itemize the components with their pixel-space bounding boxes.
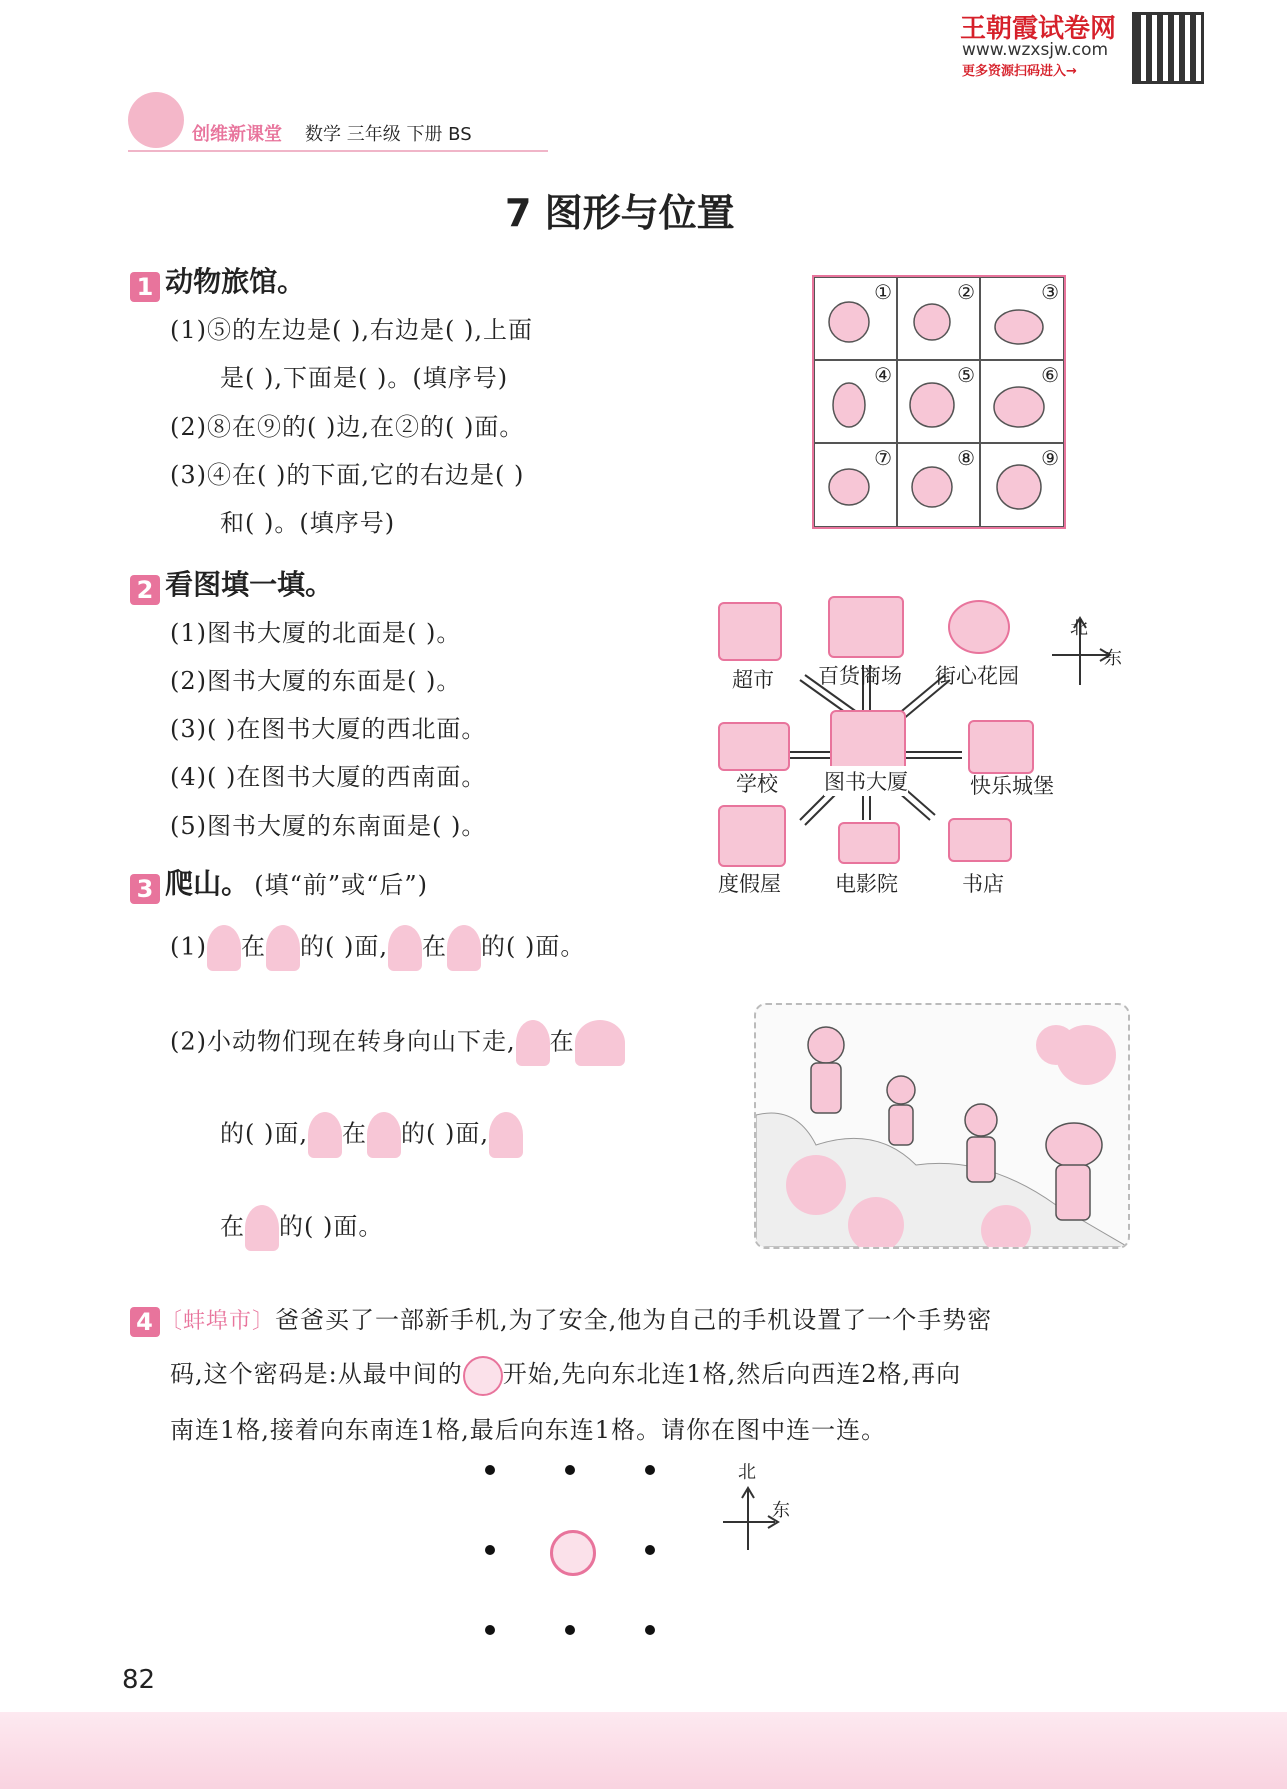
grid-cell: ③	[980, 277, 1064, 360]
grid-dot	[485, 1465, 495, 1475]
supermarket-building	[718, 602, 782, 661]
q2-heading	[130, 563, 333, 605]
grid-dot	[645, 1625, 655, 1635]
grid-dot	[565, 1625, 575, 1635]
grid-cell: ⑤	[897, 360, 980, 443]
grid-cell: ①	[814, 277, 897, 360]
q2-number: 2	[130, 575, 160, 605]
header-divider	[128, 150, 548, 152]
footer-band	[0, 1712, 1287, 1789]
grid-dot	[645, 1545, 655, 1555]
q1-line-3: (2)⑧在⑨的( )边,在②的( )面。	[170, 413, 525, 441]
grid-dot	[565, 1465, 575, 1475]
mountain-picture	[754, 1003, 1130, 1249]
mascot-logo	[128, 92, 184, 148]
q2-line-1: (1)图书大厦的北面是( )。	[170, 619, 462, 647]
flower-icon	[463, 1356, 503, 1396]
grid-cell: ⑦	[814, 443, 897, 527]
q1-line-2: 是( ),下面是( )。(填序号)	[220, 364, 509, 392]
q3-line-1: (1) 在 的( )面, 在 的( )面。	[170, 925, 585, 971]
q2-line-3: (3)( )在图书大厦的西北面。	[170, 715, 487, 743]
panda-icon	[447, 925, 481, 971]
grid-dot	[485, 1545, 495, 1555]
elephant-icon	[575, 1020, 625, 1066]
q1-heading	[130, 260, 305, 302]
q4-compass-east: 东	[772, 1500, 790, 1521]
brand-url: www.wzxsjw.com	[962, 40, 1109, 60]
qr-code	[1132, 12, 1204, 84]
brand-more: 更多资源扫码进入→	[962, 64, 1077, 79]
q4-compass-north: 北	[738, 1462, 756, 1483]
animal-hotel-grid	[812, 275, 1066, 529]
q3-number: 3	[130, 874, 160, 904]
panda-icon	[207, 925, 241, 971]
q3-line-3: 的( )面, 在 的( )面,	[220, 1112, 523, 1158]
q2-title: 看图填一填。	[165, 568, 334, 601]
q2-line-5: (5)图书大厦的东南面是( )。	[170, 812, 487, 840]
holiday-house-building	[718, 805, 786, 867]
q3-heading	[130, 862, 428, 904]
cinema-building	[838, 822, 900, 864]
q3-hint: (填“前”或“后”)	[254, 871, 429, 899]
bookstore-building	[948, 818, 1012, 862]
q1-line-4: (3)④在( )的下面,它的右边是( )	[170, 461, 525, 489]
grid-cell: ④	[814, 360, 897, 443]
gesture-grid	[480, 1460, 680, 1640]
grid-cell: ⑨	[980, 443, 1064, 527]
panda-icon	[308, 1112, 342, 1158]
label-supermarket: 超市	[732, 668, 774, 692]
label-department-store: 百货商场	[818, 664, 902, 688]
panda-icon	[245, 1205, 279, 1251]
compass-north: 北	[1070, 618, 1088, 639]
bear-icon	[367, 1112, 401, 1158]
sheep-icon	[266, 925, 300, 971]
city-map	[700, 590, 1140, 900]
mountain-scene	[756, 1005, 1128, 1247]
brand-logo: 王朝霞试卷网	[960, 14, 1117, 44]
q4-source-tag: 〔蚌埠市〕	[160, 1309, 276, 1334]
series-name: 创维新课堂	[192, 124, 282, 145]
q3-title: 爬山。	[165, 867, 250, 900]
q1-title: 动物旅馆。	[165, 265, 306, 298]
department-store-building	[828, 596, 904, 658]
bear-icon	[516, 1020, 550, 1066]
label-book-building: 图书大厦	[824, 766, 908, 796]
q4-number: 4	[130, 1307, 160, 1337]
grid-dot	[645, 1465, 655, 1475]
center-flower-icon	[550, 1530, 596, 1576]
subject-label: 数学 三年级 下册 BS	[305, 124, 472, 145]
q2-line-2: (2)图书大厦的东面是( )。	[170, 667, 462, 695]
q4-line-3: 南连1格,接着向东南连1格,最后向东连1格。请你在图中连一连。	[170, 1416, 887, 1444]
q1-line-5: 和( )。(填序号)	[220, 509, 396, 537]
q4-line-1: 4 〔蚌埠市〕爸爸买了一部新手机,为了安全,他为自己的手机设置了一个手势密	[130, 1300, 992, 1337]
compass-east: 东	[1104, 648, 1122, 669]
grid-cell: ⑧	[897, 443, 980, 527]
label-cinema: 电影院	[835, 872, 898, 896]
page-title: 7 图形与位置	[505, 191, 735, 235]
q1-number: 1	[130, 272, 160, 302]
school-building	[718, 722, 790, 771]
grid-dot	[485, 1625, 495, 1635]
castle-building	[968, 720, 1034, 774]
label-school: 学校	[736, 772, 778, 796]
animal-drawings	[814, 277, 1064, 527]
sheep-icon	[489, 1112, 523, 1158]
label-holiday-house: 度假屋	[718, 872, 781, 896]
q4-line-2: 码,这个密码是:从最中间的 开始,先向东北连1格,然后向西连2格,再向	[170, 1354, 961, 1396]
garden-picture	[948, 600, 1010, 654]
grid-cell: ②	[897, 277, 980, 360]
label-bookstore: 书店	[962, 872, 1004, 896]
page-number: 82	[122, 1665, 156, 1695]
q3-line-2: (2)小动物们现在转身向山下走, 在	[170, 1020, 625, 1066]
label-castle: 快乐城堡	[970, 774, 1054, 798]
grid-cell: ⑥	[980, 360, 1064, 443]
q2-line-4: (4)( )在图书大厦的西南面。	[170, 763, 487, 791]
label-garden: 街心花园	[935, 664, 1019, 688]
sheep-icon	[388, 925, 422, 971]
q1-line-1: (1)⑤的左边是( ),右边是( ),上面	[170, 316, 533, 344]
q3-line-4: 在 的( )面。	[220, 1205, 383, 1251]
